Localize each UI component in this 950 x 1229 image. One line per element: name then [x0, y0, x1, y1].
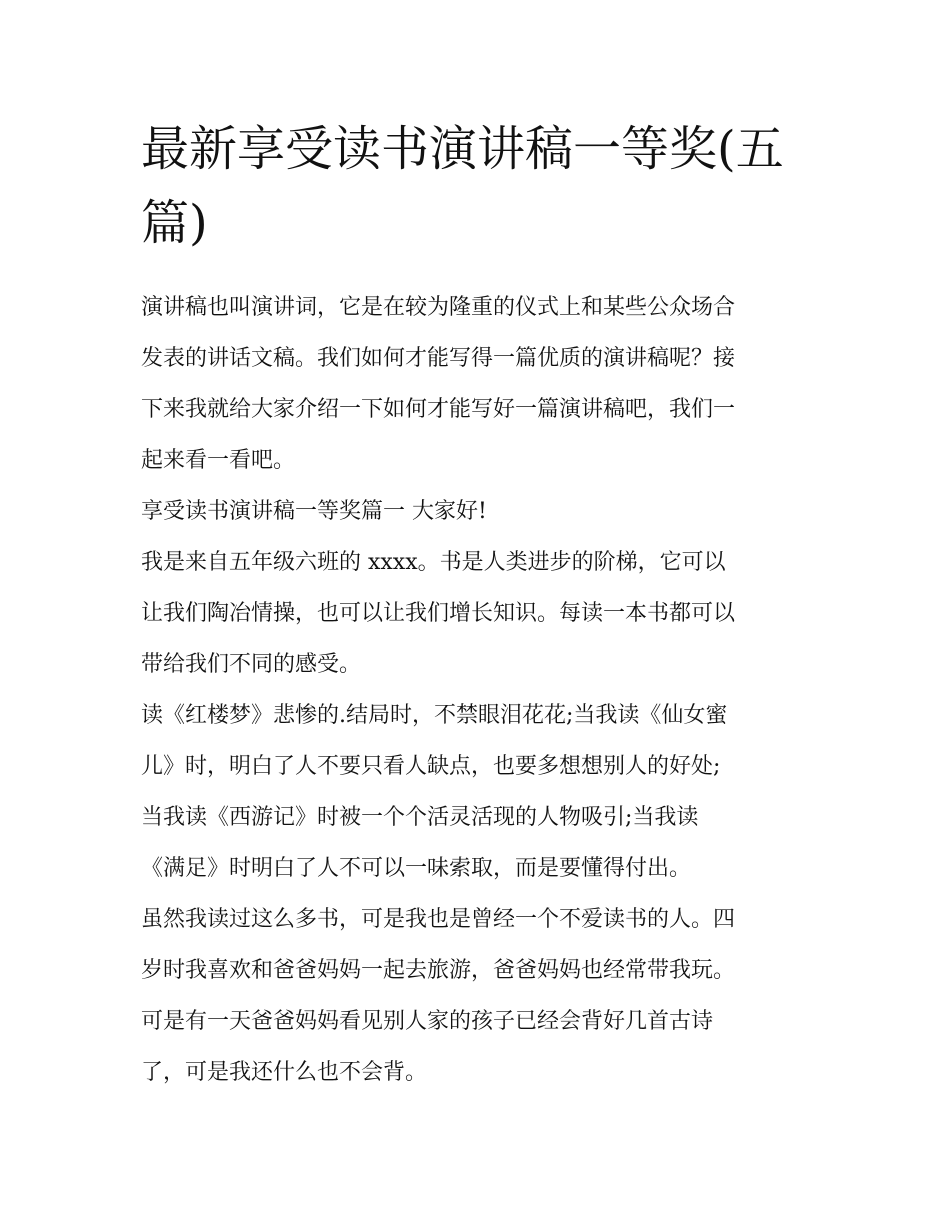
document-content: [141, 112, 817, 1098]
paragraph-line: 享受读书演讲稿一等奖篇一 大家好!: [141, 499, 487, 524]
paragraph-line: 当我读《西游记》时被一个个活灵活现的人物吸引;当我读: [141, 805, 699, 830]
paragraph-line: 发表的讲话文稿。我们如何才能写得一篇优质的演讲稿呢？接: [141, 346, 736, 371]
title-line: 篇): [141, 195, 208, 251]
paragraph-line: 带给我们不同的感受。: [141, 652, 362, 677]
body-paragraph: [141, 894, 817, 1098]
body-paragraph: [141, 537, 817, 690]
paragraph-line: 让我们陶冶情操，也可以让我们增长知识。每读一本书都可以: [141, 601, 736, 626]
body-paragraph: [141, 690, 817, 894]
paragraph-line: 起来看一看吧。: [141, 448, 296, 473]
paragraph-line: 读《红楼梦》悲惨的.结局时，不禁眼泪花花;当我读《仙女蜜: [141, 703, 728, 728]
paragraph-line: 虽然我读过这么多书，可是我也是曾经一个不爱读书的人。四: [141, 907, 736, 932]
paragraph-line: 我是来自五年级六班的 xxxx。书是人类进步的阶梯，它可以: [141, 550, 726, 575]
paragraph-line: 儿》时，明白了人不要只看人缺点，也要多想想别人的好处;: [141, 754, 721, 779]
paragraph-line: 了，可是我还什么也不会背。: [141, 1060, 428, 1085]
title-line: 最新享受读书演讲稿一等奖(五: [141, 121, 784, 177]
paragraph-line: 岁时我喜欢和爸爸妈妈一起去旅游，爸爸妈妈也经常带我玩。: [141, 958, 736, 983]
paragraph-line: 演讲稿也叫演讲词，它是在较为隆重的仪式上和某些公众场合: [141, 295, 736, 320]
paragraph-line: 下来我就给大家介绍一下如何才能写好一篇演讲稿吧，我们一: [141, 397, 736, 422]
intro-paragraph: [141, 282, 817, 486]
section-heading-paragraph: [141, 486, 817, 537]
document-title: [141, 112, 817, 260]
paragraph-line: 《满足》时明白了人不可以一味索取，而是要懂得付出。: [141, 856, 692, 881]
paragraph-line: 可是有一天爸爸妈妈看见别人家的孩子已经会背好几首古诗: [141, 1009, 714, 1034]
